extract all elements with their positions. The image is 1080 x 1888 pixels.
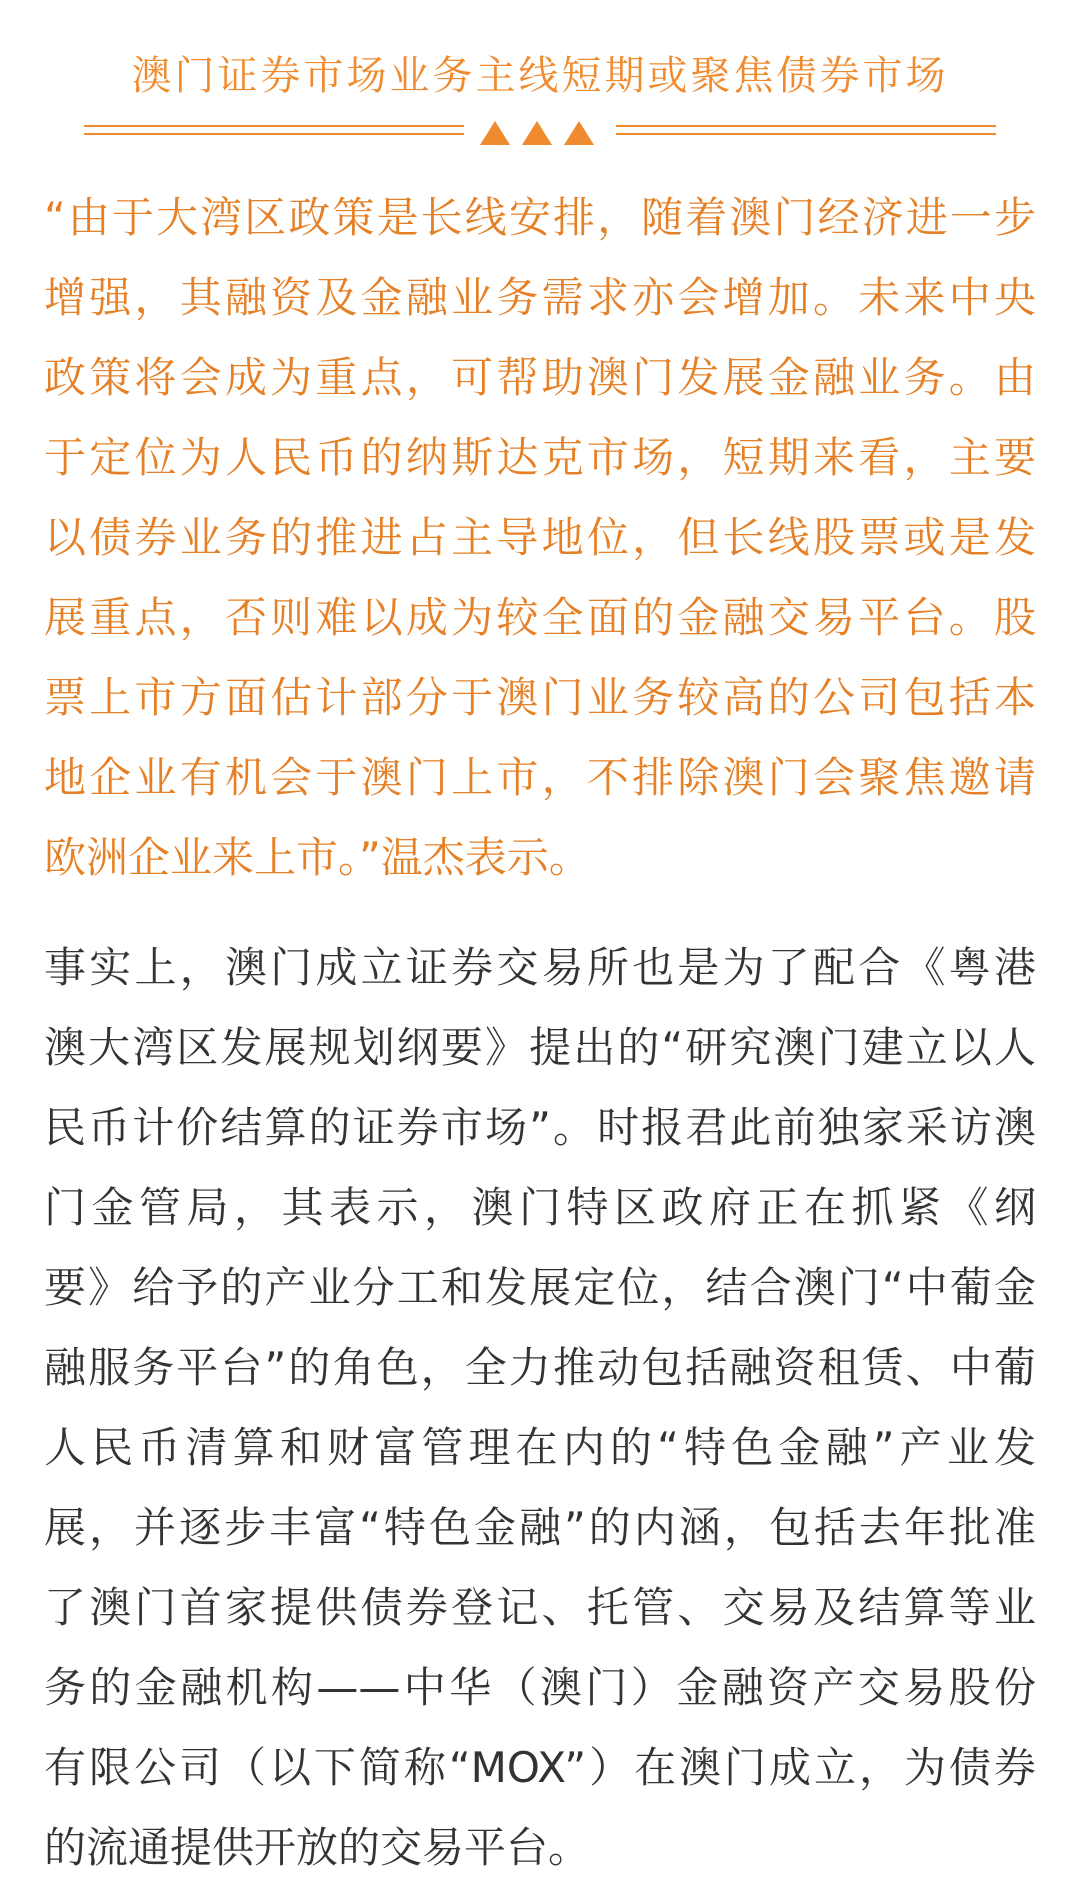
divider-line-left-top [84, 125, 464, 127]
text-line: 事实上，澳门成立证券交易所也是为了配合《粤港 [44, 943, 1036, 992]
text-line: 有限公司（以下简称“MOX”）在澳门成立，为债券 [44, 1743, 1036, 1792]
text-line: 了澳门首家提供债券登记、托管、交易及结算等业 [44, 1583, 1036, 1632]
text-line: 增强，其融资及金融业务需求亦会增加。未来中央 [44, 273, 1036, 322]
text-line: “由于大湾区政策是长线安排，随着澳门经济进一步 [44, 193, 1036, 242]
text-line: 要》给予的产业分工和发展定位，结合澳门“中葡金 [44, 1263, 1036, 1312]
title-divider [84, 118, 996, 148]
divider-line-left-bottom [84, 133, 464, 135]
text-line: 欧洲企业来上市。”温杰表示。 [44, 833, 591, 882]
text-line: 融服务平台”的角色，全力推动包括融资租赁、中葡 [44, 1343, 1036, 1392]
triangle-icon [522, 121, 552, 145]
text-line: 人民币清算和财富管理在内的“特色金融”产业发 [44, 1423, 1036, 1472]
text-line: 务的金融机构——中华（澳门）金融资产交易股份 [44, 1663, 1036, 1712]
text-line: 地企业有机会于澳门上市，不排除澳门会聚焦邀请 [44, 753, 1036, 802]
triangle-icon [480, 121, 510, 145]
triangle-icon [564, 121, 594, 145]
triangle-ornament [480, 121, 600, 147]
section-title: 澳门证券市场业务主线短期或聚焦债券市场 [131, 53, 949, 99]
text-line: 展，并逐步丰富“特色金融”的内涵，包括去年批准 [44, 1503, 1036, 1552]
text-line: 展重点，否则难以成为较全面的金融交易平台。股 [44, 593, 1036, 642]
divider-line-right-top [616, 125, 996, 127]
divider-line-right-bottom [616, 133, 996, 135]
text-line: 票上市方面估计部分于澳门业务较高的公司包括本 [44, 673, 1036, 722]
text-line: 以债券业务的推进占主导地位，但长线股票或是发 [44, 513, 1036, 562]
text-line: 门金管局，其表示，澳门特区政府正在抓紧《纲 [44, 1183, 1036, 1232]
text-line: 民币计价结算的证券市场”。时报君此前独家采访澳 [44, 1103, 1036, 1152]
text-line: 于定位为人民币的纳斯达克市场，短期来看，主要 [44, 433, 1036, 482]
text-line: 澳大湾区发展规划纲要》提出的“研究澳门建立以人 [44, 1023, 1036, 1072]
text-line: 的流通提供开放的交易平台。 [44, 1823, 591, 1872]
text-line: 政策将会成为重点，可帮助澳门发展金融业务。由 [44, 353, 1036, 402]
